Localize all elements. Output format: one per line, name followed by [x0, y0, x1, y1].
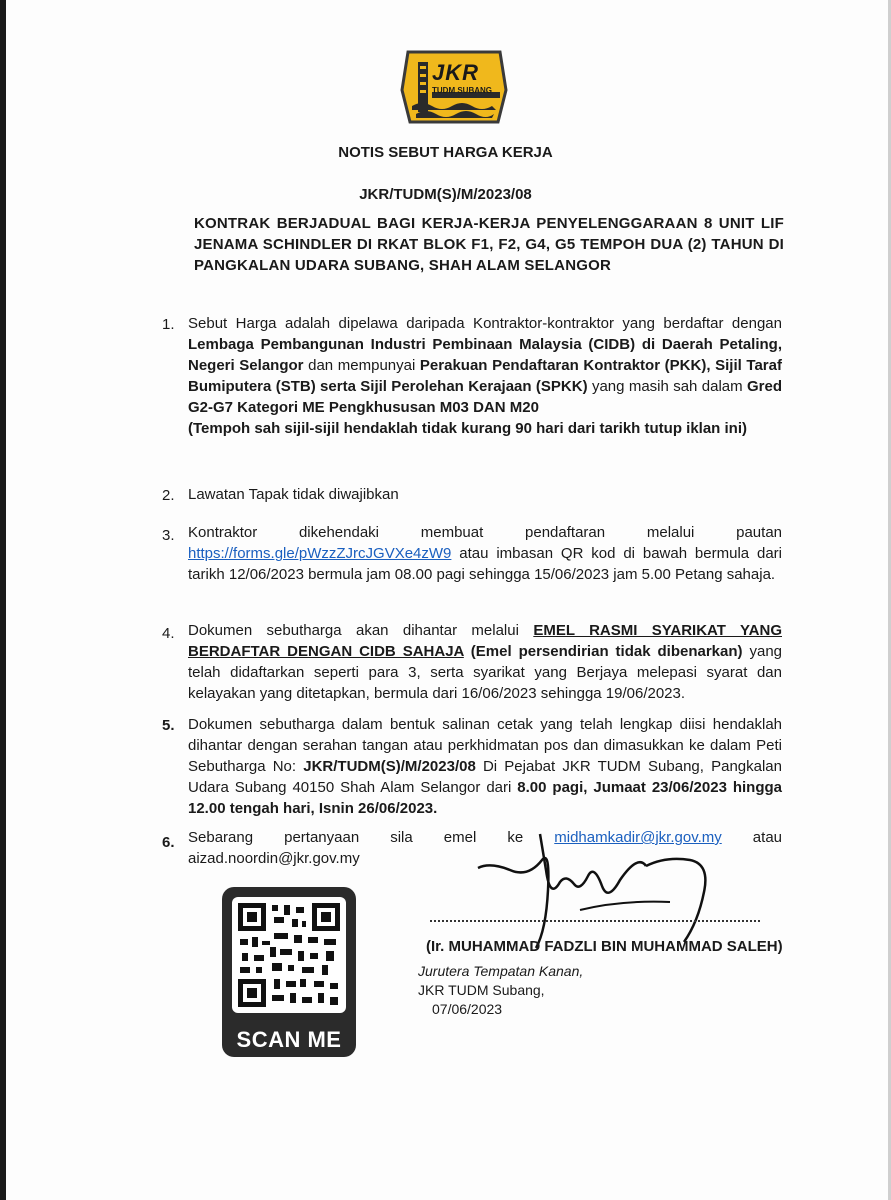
- notice-title: NOTIS SEBUT HARGA KERJA: [338, 144, 553, 161]
- signatory-details: [418, 962, 583, 1019]
- contract-subject: KONTRAK BERJADUAL BAGI KERJA-KERJA PENYELENGGARAAN 8 UNIT LIF JENAMA SCHINDLER DI RKAT BLOK F1, F2, G4, G5 TEMPOH DUA (2) TAHUN DI PANGKALAN UDARA SUBANG, SHAH ALAM SELANGOR: [194, 215, 784, 274]
- scan-me-label: SCAN ME: [236, 1027, 342, 1052]
- qr-code-icon[interactable]: [238, 903, 340, 1007]
- signature-line: [430, 920, 760, 922]
- item-number-1: 1.: [162, 316, 175, 333]
- email-link-2[interactable]: aizad.noordin@jkr.gov.my: [188, 850, 360, 867]
- item-number-4: 4.: [162, 625, 175, 642]
- item-6: Sebarang pertanyaan sila emel ke midhamkadir@jkr.gov.my atau aizad.noordin@jkr.gov.my: [188, 829, 782, 867]
- item-3: Kontraktor dikehendaki membuat pendaftaran melalui pautan https://forms.gle/pWzzZJrcJGVXe4zW9 atau imbasan QR kod di bawah bermula dari tarikh 12/06/2023 bermula jam 08.00 pagi sehingga 15/06/2023 jam 5.00 Petang sahaja.: [188, 524, 782, 583]
- item-number-6: 6.: [162, 834, 175, 851]
- item-4: Dokumen sebutharga akan dihantar melalui EMEL RASMI SYARIKAT YANG BERDAFTAR DENGAN CIDB SAHAJA (Emel persendirian tidak dibenarkan) yang telah didaftarkan seperti para 3, serta syarikat yang Berjaya melepasi syarat dan kelayakan yang ditetapkan, bermula dari 16/06/2023 sehingga 19/06/2023.: [188, 622, 783, 702]
- handwritten-signature: [470, 830, 730, 980]
- signatory-position: Jurutera Tempatan Kanan,: [418, 963, 584, 979]
- logo-subtext: TUDM SUBANG: [432, 86, 492, 95]
- signatory-office: JKR TUDM Subang,: [418, 982, 545, 998]
- item-number-5: 5.: [162, 717, 175, 734]
- item-number-2: 2.: [162, 487, 175, 504]
- document-page: [6, 0, 888, 1200]
- signature-date: 07/06/2023: [432, 1001, 503, 1017]
- item-number-3: 3.: [162, 527, 175, 544]
- validity-note: (Tempoh sah sijil-sijil hendaklah tidak kurang 90 hari dari tarikh tutup iklan ini): [188, 420, 747, 437]
- registration-form-link[interactable]: https://forms.gle/pWzzZJrcJGVXe4zW9: [188, 545, 452, 562]
- reference-number: JKR/TUDM(S)/M/2023/08: [359, 186, 532, 203]
- email-link-1[interactable]: midhamkadir@jkr.gov.my: [554, 829, 722, 846]
- logo-text: JKR: [432, 60, 480, 85]
- item-5: Dokumen sebutharga dalam bentuk salinan cetak yang telah lengkap diisi hendaklah dihantar dengan serahan tangan atau perkhidmatan pos dan dimasukkan ke dalam Peti Sebutharga No: JKR/TUDM(S)/M/2023/08 Di Pejabat JKR TUDM Subang, Pangkalan Udara Subang 40150 Shah Alam Selangor dari 8.00 pagi, Jumaat 23/06/2023 hingga 12.00 tengah hari, Isnin 26/06/2023.: [188, 716, 783, 817]
- signatory-name: (Ir. MUHAMMAD FADZLI BIN MUHAMMAD SALEH): [426, 938, 783, 955]
- item-1: Sebut Harga adalah dipelawa daripada Kontraktor-kontraktor yang berdaftar dengan Lembaga Pembangunan Industri Pembinaan Malaysia (CIDB) di Daerah Petaling, Negeri Selangor dan mempunyai Perakuan Pendaftaran Kontraktor (PKK), Sijil Taraf Bumiputera (STB) serta Sijil Perolehan Kerajaan (SPKK) yang masih sah dalam Gred G2-G7 Kategori ME Pengkhususan M03 DAN M20 (Tempoh sah sijil-sijil hendaklah tidak kurang 90 hari dari tarikh tutup iklan ini): [188, 315, 782, 437]
- item-2: Lawatan Tapak tidak diwajibkan: [188, 486, 399, 503]
